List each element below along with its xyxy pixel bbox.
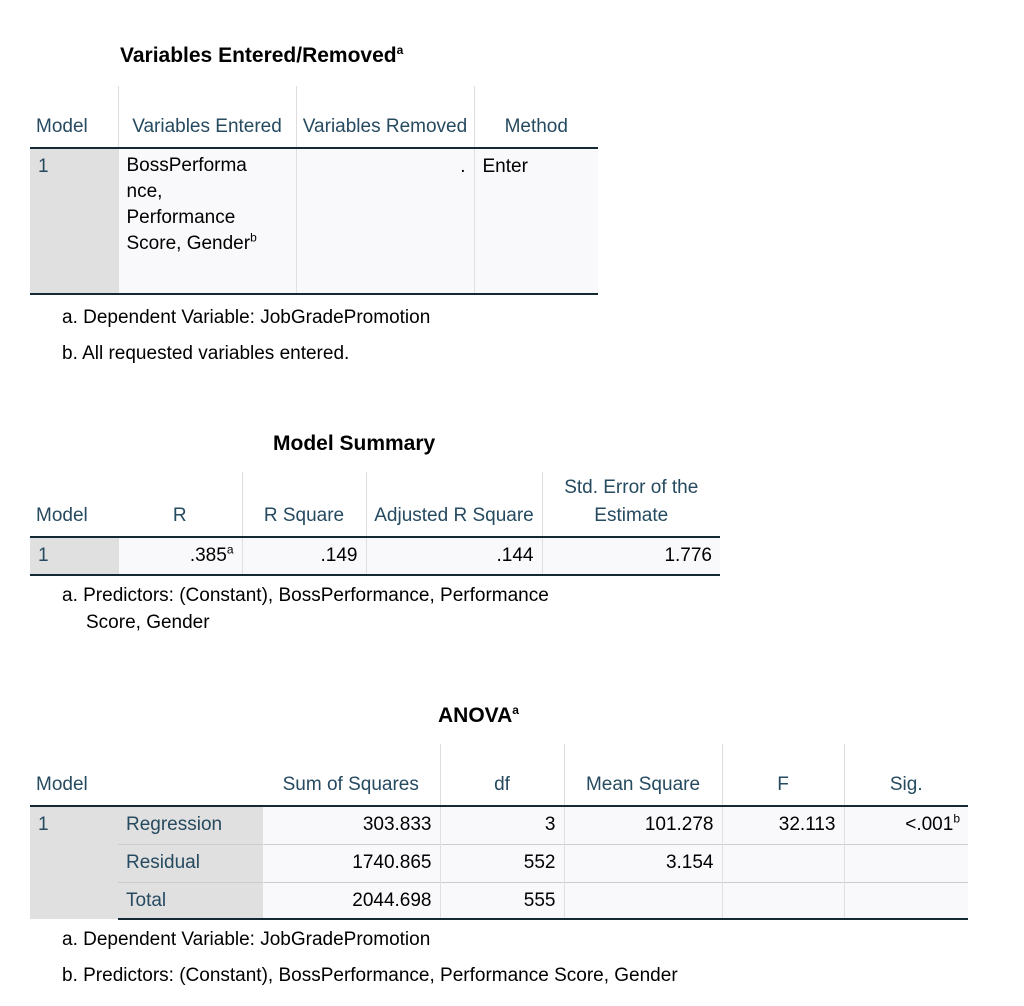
model-summary-footnote-a-cont: Score, Gender [86,612,210,633]
variables-entered-table [30,86,598,295]
col-header-r: R [118,472,242,537]
row-label-residual: Residual [118,844,262,882]
col-header-method: Method [474,86,598,148]
cell-r: .385$^a$ [118,537,242,575]
cell-sum-of-squares: 303.833 [262,806,440,844]
cell-footnote-marker: b [250,230,257,245]
row-model-1: 1 [30,148,118,294]
var-table-title: Variables Entered/Removed$^a$ [120,43,404,67]
title-footnote-marker: a [512,703,519,717]
col-header-variables-removed: Variables Removed [296,86,474,148]
anova-footnote-b: b. Predictors: (Constant), BossPerformance, Performance Score, Gender [62,965,678,986]
col-header-df: df [440,744,564,806]
row-label-regression: Regression [118,806,262,844]
cell-f [722,882,844,919]
cell-sig [844,882,968,919]
title-footnote-marker: a [396,43,404,57]
col-header-row-label [118,744,262,806]
cell-sig: <.001$^b$ [844,806,968,844]
cell-footnote-marker: a [226,542,234,557]
col-header-model: Model [30,744,118,806]
cell-footnote-marker: b [953,811,960,826]
col-header-std-error: Std. Error of the Estimate [542,472,720,537]
col-header-variables-entered: Variables Entered [118,86,296,148]
row-model-1: 1 [30,806,118,919]
cell-method: Enter [474,148,598,294]
cell-r-square: .149 [242,537,366,575]
var-table-footnote-a: a. Dependent Variable: JobGradePromotion [62,307,431,328]
cell-f: 32.113 [722,806,844,844]
cell-sum-of-squares: 1740.865 [262,844,440,882]
col-header-sig: Sig. [844,744,968,806]
cell-adjusted-r-square: .144 [366,537,542,575]
row-label-total: Total [118,882,262,919]
col-header-sum-of-squares: Sum of Squares [262,744,440,806]
col-header-model: Model [30,86,118,148]
cell-df: 552 [440,844,564,882]
col-header-r-square: R Square [242,472,366,537]
cell-df: 3 [440,806,564,844]
col-header-mean-square: Mean Square [564,744,722,806]
model-summary-table [30,472,720,576]
anova-footnote-a: a. Dependent Variable: JobGradePromotion [62,929,431,950]
col-header-adjusted-r-square: Adjusted R Square [366,472,542,537]
anova-table [30,744,968,920]
cell-df: 555 [440,882,564,919]
cell-variables-entered: BossPerforma nce, Performance Score, Gender$^b$ [118,148,296,294]
col-header-model: Model [30,472,118,537]
cell-f [722,844,844,882]
cell-mean-square: 3.154 [564,844,722,882]
col-header-f: F [722,744,844,806]
cell-sig [844,844,968,882]
cell-mean-square [564,882,722,919]
row-model-1: 1 [30,537,118,575]
cell-sum-of-squares: 2044.698 [262,882,440,919]
model-summary-footnote-a: a. Predictors: (Constant), BossPerformance, Performance [62,585,549,606]
cell-mean-square: 101.278 [564,806,722,844]
model-summary-title: Model Summary [273,432,436,455]
anova-title: ANOVA$^a$ [438,703,519,727]
cell-std-error: 1.776 [542,537,720,575]
var-table-footnote-b: b. All requested variables entered. [62,343,350,364]
cell-variables-removed: . [296,148,474,294]
